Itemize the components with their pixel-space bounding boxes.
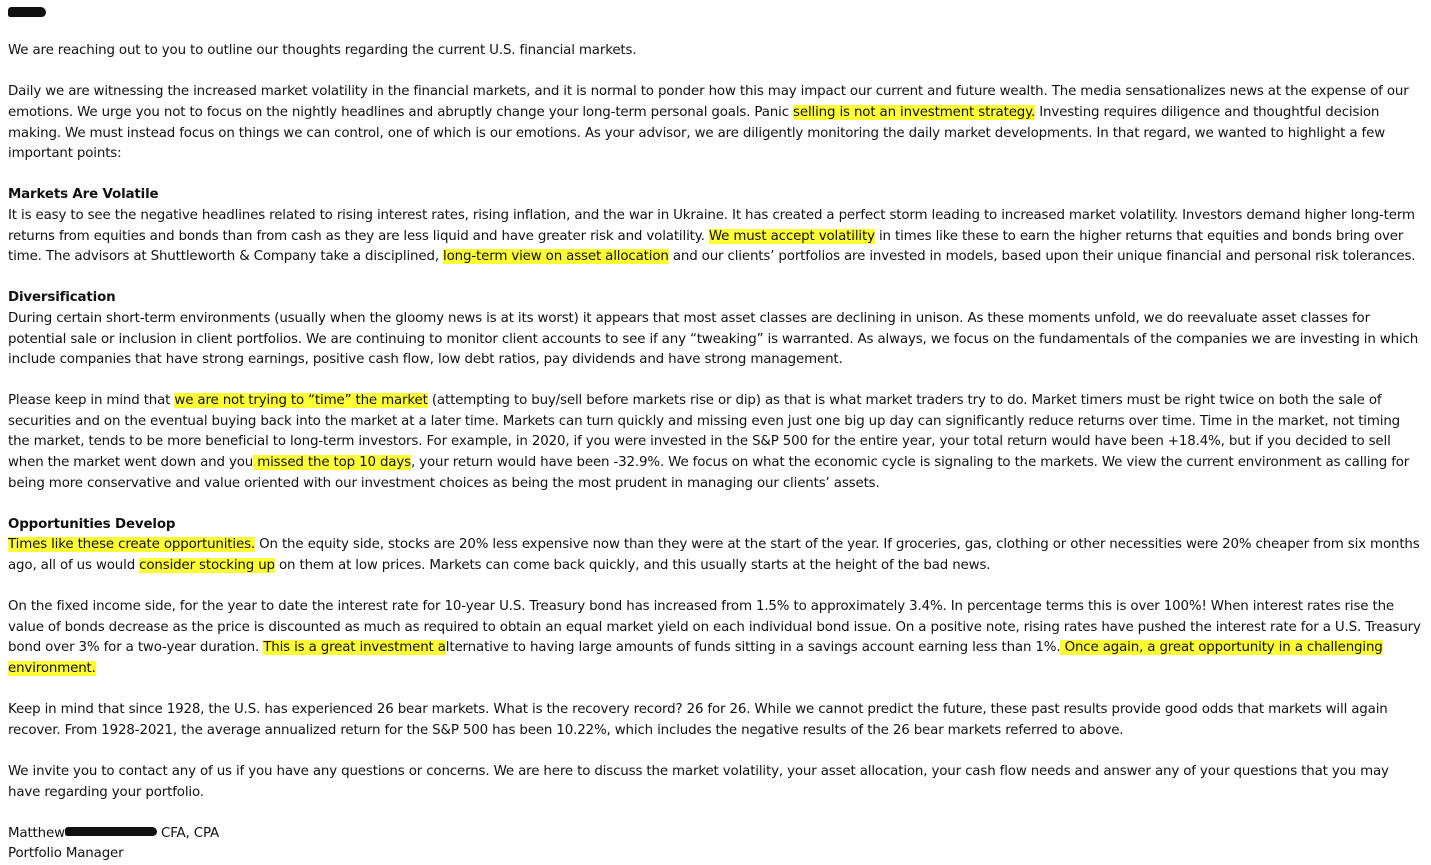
redacted-greeting xyxy=(8,7,46,17)
heading-opportunities: Opportunities Develop xyxy=(8,516,176,532)
bear-markets-paragraph: Keep in mind that since 1928, the U.S. has experienced 26 bear markets. What is the recovery record? 26 for 26. While we cannot predict the future, these past results provide good odds that markets will again recover. From 1928-2021, the average annualized return for the S&P 500 has been 10.22%, which includes the negative results of the 26 bear markets referred to above. xyxy=(8,702,1388,738)
intro-paragraph: We are reaching out to you to outline our thoughts regarding the current U.S. financial markets. xyxy=(8,43,637,59)
heading-markets-volatile: Markets Are Volatile xyxy=(8,187,159,203)
highlight-selling: selling is not an investment strategy. xyxy=(793,104,1036,120)
opportunities-paragraph: Times like these create opportunities. On the equity side, stocks are 20% less expensive now than they were at the start of the year. If groceries, gas, clothing or other necessities were 20% cheaper from six months ago, all of us would consider stocking up on them at low prices. Markets can come back quickly, and this usually starts at the height of the bad news. xyxy=(8,537,1420,574)
highlight-asset-allocation: long-term view on asset allocation xyxy=(443,249,669,265)
diversification-paragraph: During certain short-term environments (usually when the gloomy news is at its worst) it appears that most asset classes are declining in unison. As these moments unfold, we do reevaluate asset classes for potential sale or inclusion in client portfolios. We are continuing to monitor client accounts to see if any “tweaking” is warranted. As always, we focus on the fundamentals of the companies we are investing in which include companies that have strong earnings, positive cash flow, low debt ratios, pay dividends and have strong management. xyxy=(8,310,1419,368)
highlight-great-opportunity: Once again, a great opportunity in a challenging environment. xyxy=(8,640,1383,676)
market-timing-paragraph: Please keep in mind that we are not trying to “time” the market (attempting to buy/sell before markets rise or dip) as that is what market traders try to do. Market timers must be right twice on both the sale of securities and on the eventual buying back into the market at a later time. Markets can turn quickly and missing even just one big up day can significantly reduce returns over time. Time in the market, not timing the market, tends to be more beneficial to long-term investors. For example, in 2020, if you were invested in the S&P 500 for the entire year, your total return would have been +18.4%, but if you decided to sell when the market went down and you missed the top 10 days, your return would have been -32.9%. We focus on what the economic cycle is signaling to the markets. We view the current environment as calling for being more conservative and value oriented with our investment choices as being the most prudent in managing our clients’ assets. xyxy=(8,393,1410,491)
highlight-time-market: we are not trying to “time” the market xyxy=(174,393,428,409)
highlight-missed-days: missed the top 10 days xyxy=(253,455,411,471)
signature-title: Portfolio Manager xyxy=(8,846,124,862)
opening-paragraph: Daily we are witnessing the increased market volatility in the financial markets, and it is normal to ponder how this may impact our current and future wealth. The media sensationalizes news at the expense of our emotions. We urge you not to focus on the nightly headlines and abruptly change your long-term personal goals. Panic selling is not an investment strategy. Investing requires diligence and thoughtful decision making. We must instead focus on things we can control, one of which is our emotions. As your advisor, we are diligently monitoring the daily market developments. In that regard, we wanted to highlight a few important points: xyxy=(8,84,1409,162)
redacted-surname xyxy=(65,827,157,836)
markets-volatile-paragraph: It is easy to see the negative headlines related to rising interest rates, rising inflation, and the war in Ukraine. It has created a perfect storm leading to increased market volatility. Investors demand higher long-term returns from equities and bonds than from cash as they are less liquid and have greater risk and volatility. We must accept volatility in times like these to earn the higher returns that equities and bonds bring over time. The advisors at Shuttleworth & Company take a disciplined, long-term view on asset allocation and our clients’ portfolios are invested in models, based upon their unique financial and personal risk tolerances. xyxy=(8,207,1416,265)
highlight-stocking-up: consider stocking up xyxy=(139,558,275,574)
highlight-opportunities: Times like these create opportunities. xyxy=(8,537,256,553)
highlight-accept-volatility: We must accept volatility xyxy=(708,228,875,244)
signature-name: Matthew CFA, CPA xyxy=(8,825,220,841)
contact-paragraph: We invite you to contact any of us if you have any questions or concerns. We are here to discuss the market volatility, your asset allocation, your cash flow needs and answer any of your questions that you may have regarding your portfolio. xyxy=(8,763,1389,800)
heading-diversification: Diversification xyxy=(8,290,116,306)
highlight-great-investment: This is a great investment a xyxy=(263,640,446,656)
fixed-income-paragraph: On the fixed income side, for the year to date the interest rate for 10-year U.S. Treasury bond has increased from 1.5% to approximately 3.4%. In percentage terms this is over 100%! When interest rates rise the value of bonds decrease as the price is discounted as much as required to obtain an equal market yield on each individual bond issue. On a positive note, rising rates have pushed the interest rate for a U.S. Treasury bond over 3% for a two-year duration. This is a great investment alternative to having large amounts of funds sitting in a savings account earning less than 1%. Once again, a great opportunity in a challenging environment. xyxy=(8,599,1421,676)
